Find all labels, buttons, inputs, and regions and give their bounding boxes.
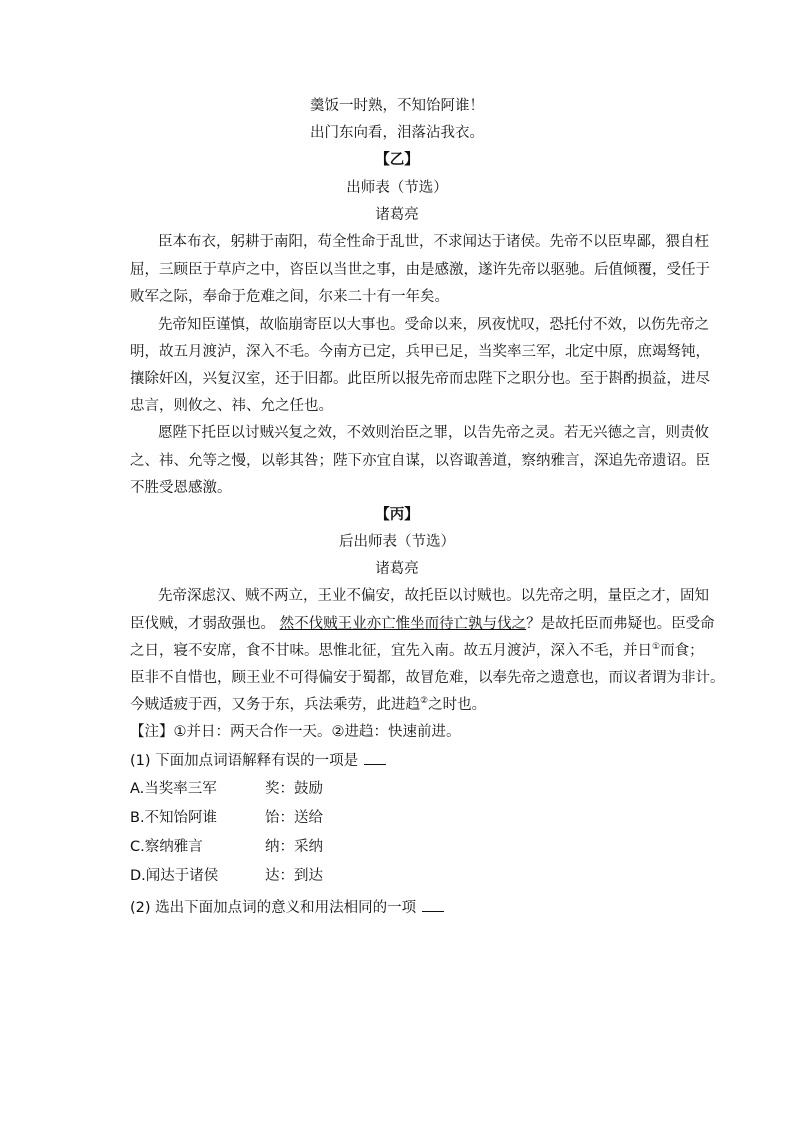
yi-p1-line: 臣本布衣，躬耕于南阳，苟全性命于乱世，不求闻达于诸侯。先帝不以臣卑鄙，猥自枉 bbox=[158, 234, 709, 250]
yi-p2-line: 攘除奸凶，兴复汉室，还于旧都。此臣所以报先帝而忠陛下之职分也。至于斟酌损益，进尽 bbox=[130, 371, 710, 387]
question-stem: (1) 下面加点词语解释有误的一项是 bbox=[130, 753, 359, 769]
bing-text: ？是故托臣而弗疑也。臣受命 bbox=[526, 616, 715, 632]
bing-line bbox=[130, 614, 715, 634]
option-label: B.不知饴阿谁 bbox=[130, 810, 218, 826]
yi-p3-line: 愿陛下托臣以讨贼兴复之效，不效则治臣之罪，以告先帝之灵。若无兴德之言，则责攸 bbox=[158, 425, 709, 441]
question-1 bbox=[130, 750, 386, 771]
answer-blank[interactable] bbox=[364, 750, 386, 765]
bing-text: 而食； bbox=[660, 643, 704, 659]
yi-p2-line: 忠言，则攸之、祎、允之任也。 bbox=[130, 398, 333, 414]
option-label: D.闻达于诸侯 bbox=[130, 868, 219, 884]
option-label: C.察纳雅言 bbox=[130, 839, 203, 855]
bing-author: 诸葛亮 bbox=[375, 561, 419, 577]
question-stem: (2) 选出下面加点词的意义和用法相同的一项 bbox=[130, 900, 417, 916]
option-label: A.当奖率三军 bbox=[130, 781, 217, 797]
option-gloss: 纳：采纳 bbox=[265, 839, 323, 855]
bing-line: 先帝深虑汉、贼不两立，王业不偏安，故托臣以讨贼也。以先帝之明，量臣之才，固知 bbox=[158, 588, 709, 604]
yi-author: 诸葛亮 bbox=[375, 207, 419, 223]
yi-p3-line: 不胜受恩感激。 bbox=[130, 480, 232, 496]
option-gloss: 奖：鼓励 bbox=[265, 781, 323, 797]
bing-title: 后出师表（节选） bbox=[339, 534, 455, 550]
yi-p1-line: 屈，三顾臣于草庐之中，咨臣以当世之事，由是感激，遂许先帝以驱驰。后值倾覆，受任于 bbox=[130, 262, 710, 278]
option-gloss: 饴：送给 bbox=[265, 810, 323, 826]
bing-text: 臣伐贼，才弱敌强也。 bbox=[130, 616, 275, 632]
yi-p1-line: 败军之际，奉命于危难之间，尔来二十有一年矣。 bbox=[130, 289, 449, 305]
yi-p2-line: 明，故五月渡泸，深入不毛。今南方已定，兵甲已足，当奖率三军，北定中原，庶竭驽钝， bbox=[130, 344, 710, 360]
bing-line bbox=[130, 695, 486, 715]
yi-p3-line: 之、祎、允等之慢，以彰其咎；陛下亦宜自谋，以咨诹善道，察纳雅言，深追先帝遗诏。臣 bbox=[130, 453, 710, 469]
bing-text: 之时也。 bbox=[428, 697, 487, 713]
section-mark-bing: 【丙】 bbox=[375, 507, 419, 523]
footnote-marker: ② bbox=[420, 696, 429, 707]
underlined-sentence: 然不伐贼王业亦亡惟坐而待亡孰与伐之 bbox=[279, 616, 527, 632]
yi-title: 出师表（节选） bbox=[346, 180, 448, 196]
poem-line-1: 羹饭一时熟，不知饴阿谁！ bbox=[310, 98, 484, 114]
bing-line: 臣非不自惜也，顾王业不可得偏安于蜀都，故冒危难，以奉先帝之遗意也，而议者谓为非计。 bbox=[130, 670, 725, 686]
option-gloss: 达：到达 bbox=[265, 868, 323, 884]
answer-blank[interactable] bbox=[422, 897, 444, 912]
footnote: 【注】①并日：两天合作一天。②进趋：快速前进。 bbox=[130, 724, 461, 740]
question-2 bbox=[130, 897, 444, 918]
bing-text: 今贼适疲于西，又务于东，兵法乘劳，此进趋 bbox=[130, 697, 420, 713]
yi-p2-line: 先帝知臣谨慎，故临崩寄臣以大事也。受命以来，夙夜忧叹，恐托付不效，以伤先帝之 bbox=[158, 317, 709, 333]
footnote-marker: ① bbox=[652, 642, 661, 653]
section-mark-yi: 【乙】 bbox=[375, 152, 419, 168]
bing-text: 之日，寝不安席，食不甘味。思惟北征，宜先入南。故五月渡泸，深入不毛，并日 bbox=[130, 643, 652, 659]
bing-line bbox=[130, 641, 704, 661]
poem-line-2: 出门东向看，泪落沾我衣。 bbox=[310, 125, 484, 141]
